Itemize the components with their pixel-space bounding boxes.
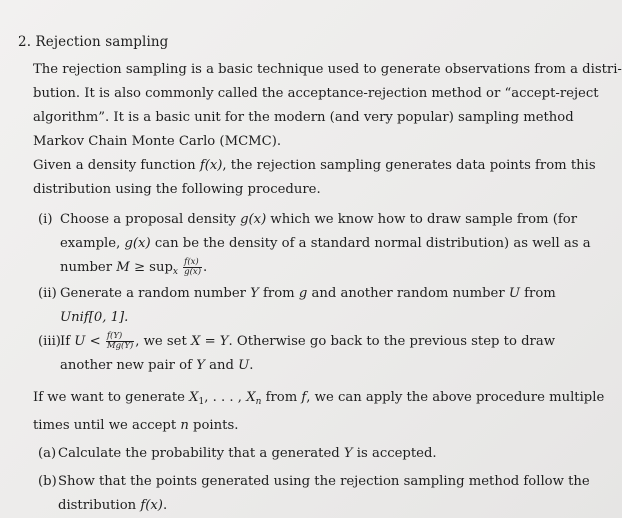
- text-line: example, g(x) can be the density of a standard normal distribution) as well as a: [60, 236, 591, 251]
- text-line: Markov Chain Monte Carlo (MCMC).: [33, 134, 282, 149]
- list-marker: (iii): [38, 334, 61, 349]
- text-line: Unif[0, 1].: [60, 310, 129, 325]
- procedure-step-ii: [38, 282, 556, 330]
- list-marker: (a): [38, 446, 57, 461]
- procedure-step-i: [38, 208, 591, 284]
- text-line: Calculate the probability that a generated Y is accepted.: [58, 446, 437, 461]
- text-line: Given a density function f(x), the rejection sampling generates data points from this: [33, 158, 596, 173]
- procedure-step-iii: [38, 330, 555, 378]
- question-b: [38, 470, 590, 518]
- text-line: The rejection sampling is a basic technique used to generate observations from a distri-: [33, 62, 622, 77]
- generation-paragraph: [33, 386, 605, 438]
- text-line: number M ≥ sup$_x$ $\frac{f(x)}{g(x)}$ .: [60, 257, 208, 277]
- procedure-intro-paragraph: [33, 154, 596, 202]
- text-line: Choose a proposal density g(x) which we know how to draw sample from (for: [60, 212, 577, 227]
- list-marker: (b): [38, 474, 57, 489]
- text-line: algorithm”. It is a basic unit for the modern (and very popular) sampling method: [33, 110, 574, 125]
- fraction: $\frac{f(Y)}{Mg(Y)}$: [106, 331, 134, 351]
- list-marker: (i): [38, 212, 53, 227]
- text-line: distribution using the following procedure.: [33, 182, 321, 197]
- text-line: distribution f(x).: [58, 498, 168, 513]
- section-heading: 2. Rejection sampling: [18, 34, 169, 50]
- fraction: $\frac{f(x)}{g(x)}$: [184, 257, 202, 277]
- text-line: Generate a random number Y from g and another random number U from: [60, 286, 556, 301]
- text-line: bution. It is also commonly called the acceptance-rejection method or “accept-reject: [33, 86, 599, 101]
- text-line: times until we accept n points.: [33, 418, 239, 433]
- text-line: If U < $\frac{f(Y)}{Mg(Y)}$ , we set X = Y. Otherwise go back to the previous step to draw: [60, 331, 555, 351]
- intro-paragraph: [33, 58, 622, 154]
- text-line: another new pair of Y and U.: [60, 358, 254, 373]
- text-line: Show that the points generated using the rejection sampling method follow the: [58, 474, 590, 489]
- list-marker: (ii): [38, 286, 57, 301]
- text-line: If we want to generate $X_1$, . . . , $X_n$ from f, we can apply the above procedure multiple: [33, 390, 605, 407]
- question-a: [40, 442, 440, 466]
